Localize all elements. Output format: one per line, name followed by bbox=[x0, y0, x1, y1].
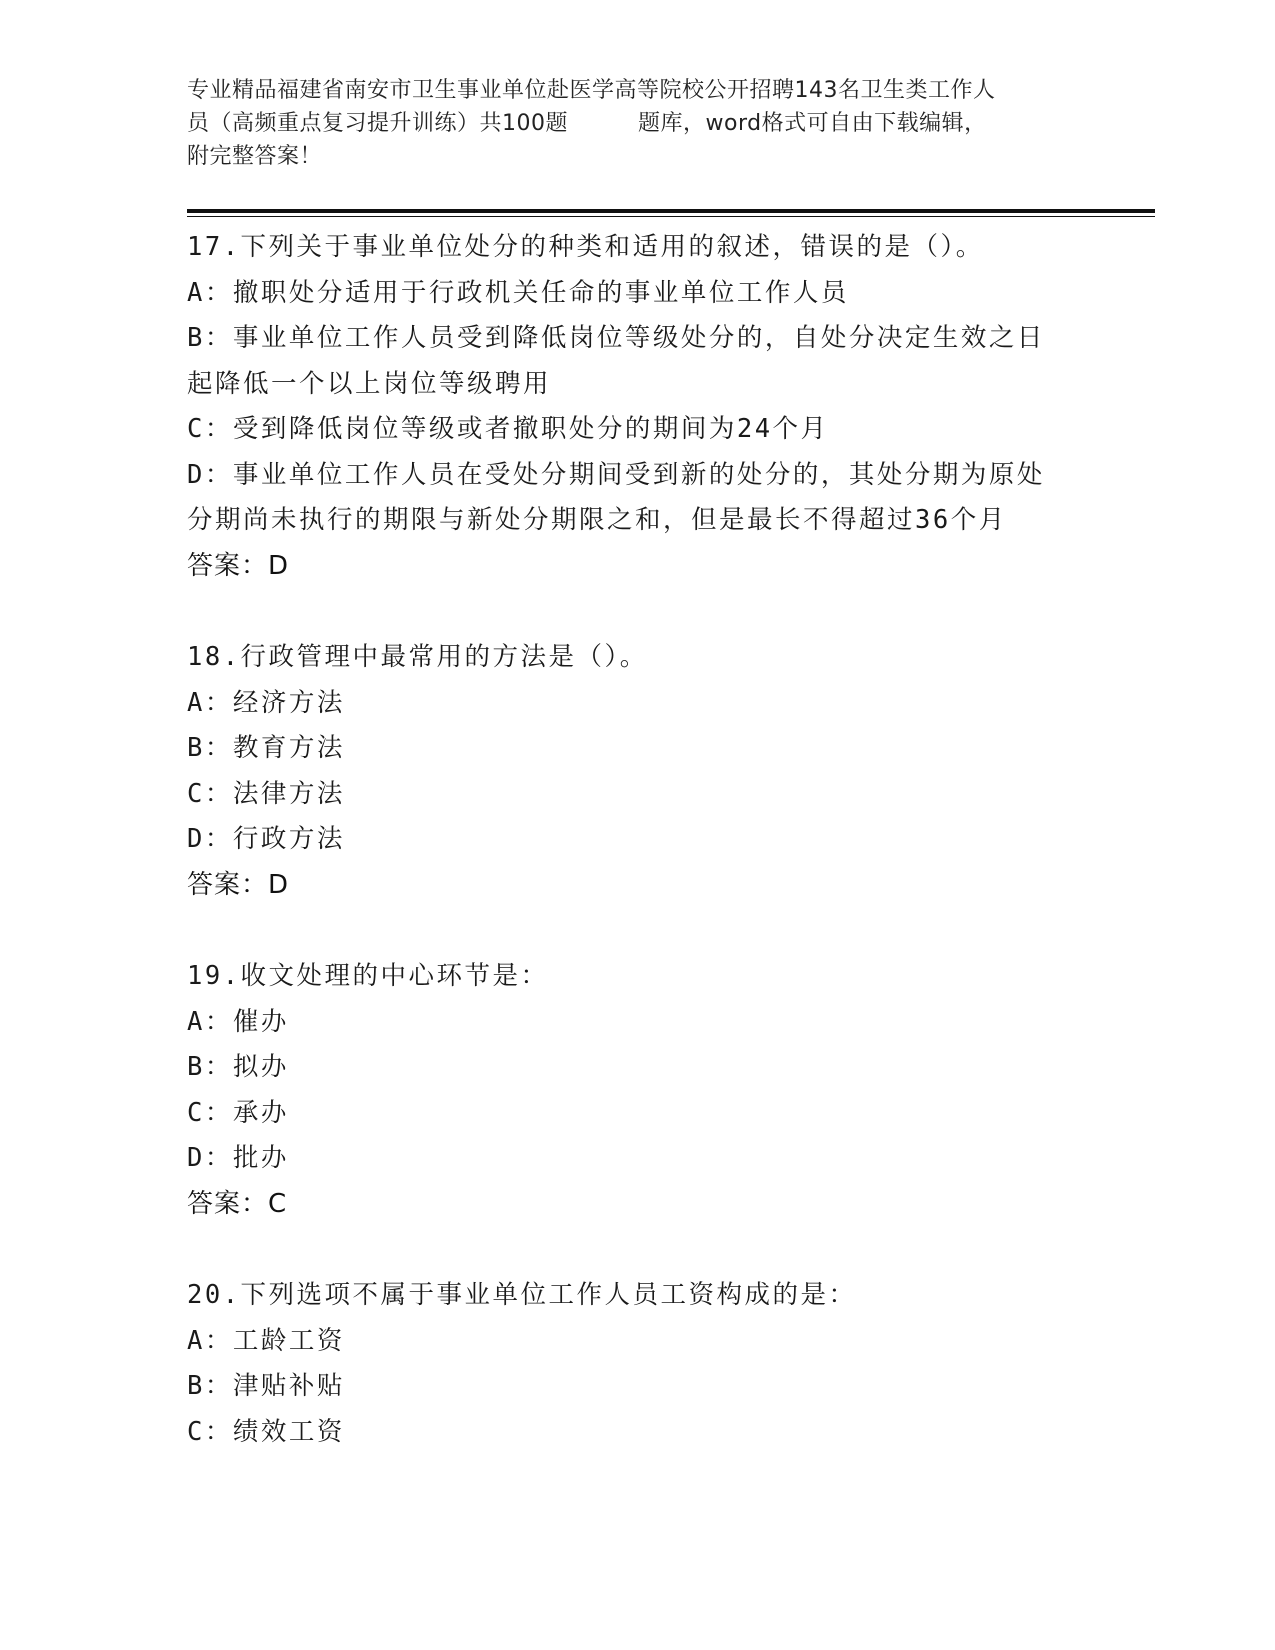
question-block bbox=[187, 954, 1087, 1227]
answer-label: 答案：D bbox=[187, 550, 290, 581]
option-b-continued: 起降低一个以上岗位等级聘用 bbox=[187, 368, 552, 399]
header-line-2a: 员（高频重点复习提升训练）共100题 bbox=[187, 111, 568, 136]
question-block bbox=[187, 225, 1087, 589]
option-d: D：批办 bbox=[187, 1143, 289, 1173]
option-b: B：事业单位工作人员受到降低岗位等级处分的，自处分决定生效之日 bbox=[187, 323, 1045, 353]
question-block bbox=[187, 1273, 1087, 1455]
answer-label: 答案：C bbox=[187, 1188, 288, 1219]
question-list bbox=[187, 225, 1087, 1455]
option-b: B：教育方法 bbox=[187, 733, 345, 763]
question-stem: 17.下列关于事业单位处分的种类和适用的叙述，错误的是（）。 bbox=[187, 232, 984, 262]
header-line-1: 专业精品福建省南安市卫生事业单位赴医学高等院校公开招聘143名卫生类工作人 bbox=[187, 78, 996, 103]
option-a: A：催办 bbox=[187, 1006, 289, 1037]
header-line-2b: 题库，word格式可自由下载编辑， bbox=[638, 111, 987, 136]
question-stem: 20.下列选项不属于事业单位工作人员工资构成的是： bbox=[187, 1280, 857, 1310]
option-d: D：事业单位工作人员在受处分期间受到新的处分的，其处分期为原处 bbox=[187, 459, 1045, 490]
option-d: D：行政方法 bbox=[187, 824, 345, 854]
option-b: B：津贴补贴 bbox=[187, 1371, 345, 1401]
option-a: A：经济方法 bbox=[187, 687, 345, 718]
header-line-2 bbox=[187, 107, 1087, 140]
option-c: C：绩效工资 bbox=[187, 1416, 345, 1447]
option-a: A：工龄工资 bbox=[187, 1325, 345, 1356]
header-line-3: 附完整答案！ bbox=[187, 144, 323, 169]
option-a: A：撤职处分适用于行政机关任命的事业单位工作人员 bbox=[187, 277, 849, 308]
question-stem: 18.行政管理中最常用的方法是（）。 bbox=[187, 642, 648, 672]
document-header bbox=[187, 74, 1087, 173]
option-c: C：承办 bbox=[187, 1097, 289, 1128]
header-divider-thick bbox=[187, 209, 1155, 213]
option-b: B：拟办 bbox=[187, 1052, 289, 1082]
question-stem: 19.收文处理的中心环节是： bbox=[187, 961, 549, 991]
question-block bbox=[187, 635, 1087, 908]
option-c: C：法律方法 bbox=[187, 778, 345, 809]
answer-label: 答案：D bbox=[187, 869, 290, 900]
option-c: C：受到降低岗位等级或者撤职处分的期间为24个月 bbox=[187, 414, 829, 444]
header-divider-thin bbox=[187, 216, 1155, 217]
option-d-continued: 分期尚未执行的期限与新处分期限之和，但是最长不得超过36个月 bbox=[187, 505, 1007, 535]
